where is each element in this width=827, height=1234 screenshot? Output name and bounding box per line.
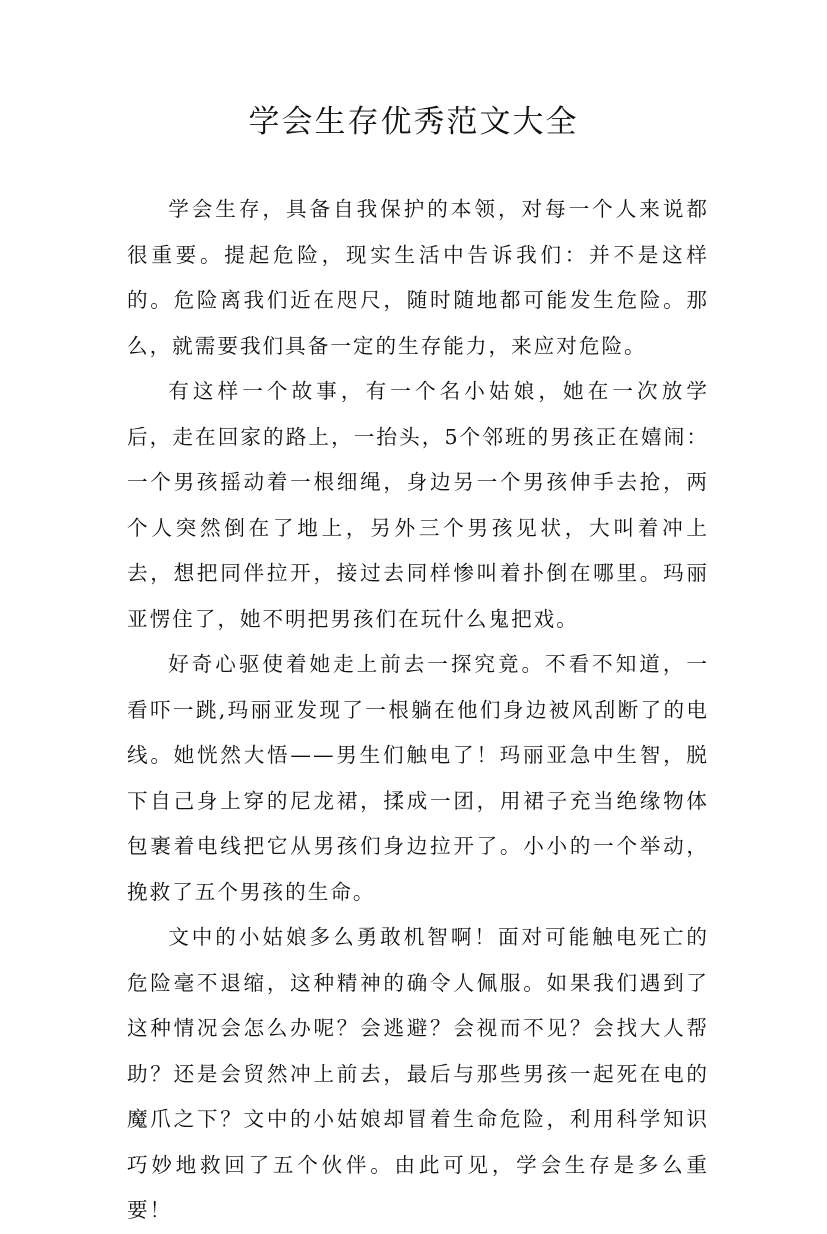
document-title: 学会生存优秀范文大全 [248, 104, 579, 140]
paragraph-2: 有这样一个故事，有一个名小姑娘，她在一次放学后，走在回家的路上，一抬头，5个邻班的男孩正在嬉闹：一个男孩摇动着一根细绳，身边另一个男孩伸手去抢，两个人突然倒在了地上，另外三个男孩见状，大叫着冲上去，想把同伴拉开，接过去同样惨叫着扑倒在哪里。玛丽亚愣住了，她不明把男孩们在玩什么鬼把戏。 [127, 379, 709, 631]
paragraph-1: 学会生存，具备自我保护的本领，对每一个人来说都很重要。提起危险，现实生活中告诉我们：并不是这样的。危险离我们近在咫尺，随时随地都可能发生危险。那么，就需要我们具备一定的生存能力，来应对危险。 [127, 197, 709, 358]
paragraph-3: 好奇心驱使着她走上前去一探究竟。不看不知道，一看吓一跳,玛丽亚发现了一根躺在他们身边被风刮断了的电线。她恍然大悟——男生们触电了！玛丽亚急中生智，脱下自己身上穿的尼龙裙，揉成一团，用裙子充当绝缘物体包裹着电线把它从男孩们身边拉开了。小小的一个举动，挽救了五个男孩的生命。 [127, 652, 709, 904]
paragraph-4: 文中的小姑娘多么勇敢机智啊！面对可能触电死亡的危险毫不退缩，这种精神的确令人佩服。如果我们遇到了这种情况会怎么办呢？会逃避？会视而不见？会找大人帮助？还是会贸然冲上前去，最后与那些男孩一起死在电的魔爪之下？文中的小姑娘却冒着生命危险，利用科学知识巧妙地救回了五个伙伴。由此可见，学会生存是多么重要！ [127, 925, 709, 1222]
document-body [127, 187, 709, 1234]
